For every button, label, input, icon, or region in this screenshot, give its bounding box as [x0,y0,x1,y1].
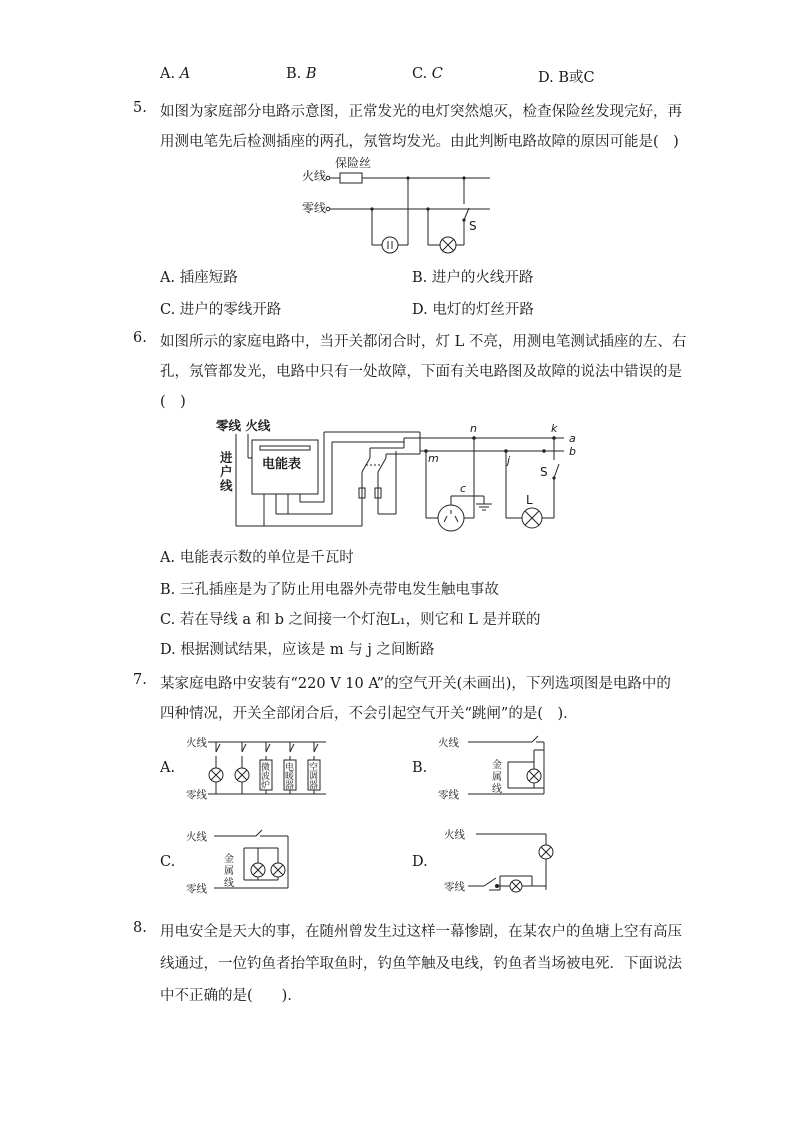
q5-option-d: D. 电灯的灯丝开路 [412,302,534,318]
svg-text:火线: 火线 [186,831,207,843]
svg-text:火线: 火线 [438,737,459,749]
svg-text:线: 线 [224,878,234,889]
q5-option-a: A. 插座短路 [160,270,238,286]
q5-number: 5. [133,100,147,116]
q6-neutral-fire-label: 零线 火线 [216,418,271,433]
q5-fuse-label: 保险丝 [335,156,372,170]
svg-text:线: 线 [220,478,233,493]
q7-figure-d [440,822,552,896]
q7-figure-c [186,824,298,898]
q5-circuit-diagram [296,156,496,260]
q6-option-b: B. 三孔插座是为了防止用电器外壳带电发生触电事故 [160,582,499,598]
svg-text:火线: 火线 [444,829,465,841]
q5-stem-line1: 如图为家庭部分电路示意图，正常发光的电灯突然熄灭，检查保险丝发现完好，再 [160,104,682,120]
q6-stem-line3: ( ) [160,394,186,410]
svg-text:器: 器 [309,781,319,791]
q6-three-pin-socket [438,505,464,531]
svg-text:属: 属 [224,866,234,877]
svg-text:火线: 火线 [186,737,207,749]
q4-option-c: C. C [412,66,443,82]
q6-point-c: c [460,482,467,495]
q5-option-c: C. 进户的零线开路 [160,302,282,318]
q7-label-b: B. [412,760,428,776]
svg-text:炉: 炉 [261,781,271,791]
q6-circuit-diagram [214,418,594,543]
q6-lamp-label: L [526,493,533,507]
svg-text:零线: 零线 [444,881,465,893]
q7-stem-line2: 四种情况，开关全部闭合后，不会引起空气开关“跳闸”的是( )． [160,706,578,722]
svg-text:器: 器 [285,781,295,791]
svg-text:空: 空 [309,763,319,773]
svg-text:电: 电 [285,763,295,773]
svg-text:暖: 暖 [285,772,295,782]
svg-text:调: 调 [309,772,319,782]
q7-figure-a [186,732,336,802]
q7-number: 7. [133,672,147,688]
q5-neutral-label: 零线 [302,201,327,215]
q6-option-c: C. 若在导线 a 和 b 之间接一个灯泡L₁，则它和 L 是并联的 [160,612,541,628]
q5-option-b: B. 进户的火线开路 [412,270,534,286]
q5-fuse [340,173,362,183]
q4-option-a: A. A [160,66,191,82]
q8-stem-line2: 线通过，一位钓鱼者抬竿取鱼时，钓鱼竿触及电线，钓鱼者当场被电死．下面说法 [160,956,682,972]
svg-text:微: 微 [261,763,271,773]
q6-point-j: j [507,454,511,467]
q6-stem-line2: 孔，氖管都发光，电路中只有一处故障，下面有关电路图及故障的说法中错误的是 [160,364,682,380]
svg-text:金: 金 [224,854,234,865]
q6-wire-a: a [569,432,576,445]
q8-number: 8. [133,920,147,936]
q8-stem-line3: 中不正确的是( )． [160,988,302,1004]
q5-socket [382,237,398,253]
q5-stem-line2: 用测电笔先后检测插座的两孔，氖管均发光。由此判断电路故障的原因可能是( ) [160,134,679,150]
q8-stem-line1: 用电安全是天大的事，在随州曾发生过这样一幕惨剧，在某农户的鱼塘上空有高压 [160,924,682,940]
q7-label-c: C. [160,854,176,870]
q7-label-d: D. [412,854,428,870]
svg-text:金: 金 [492,760,502,771]
svg-text:波: 波 [261,772,271,782]
svg-text:线: 线 [492,784,502,795]
svg-text:属: 属 [492,772,502,783]
q6-point-m: m [428,452,439,465]
svg-text:户: 户 [220,464,233,479]
svg-text:零线: 零线 [186,883,207,895]
q7-figure-b [438,732,550,802]
q6-stem-line1: 如图所示的家庭电路中，当开关都闭合时，灯 L 不亮，用测电笔测试插座的左、右 [160,334,687,350]
q7-stem-line1: 某家庭电路中安装有“220 V 10 A”的空气开关(未画出)，下列选项图是电路中的 [160,676,671,692]
q6-point-k: k [551,422,558,435]
q6-wire-b: b [569,445,576,458]
q7-label-a: A. [160,760,176,776]
q6-option-a: A. 电能表示数的单位是千瓦时 [160,550,354,566]
q6-switch-label: S [540,465,548,479]
q5-switch-label: S [469,219,477,233]
svg-text:零线: 零线 [438,789,459,801]
q6-switch [554,464,559,478]
svg-text:零线: 零线 [186,789,207,801]
svg-text:进: 进 [220,450,233,465]
q6-number: 6. [133,330,147,346]
q6-meter-label: 电能表 [262,457,302,472]
q6-point-n: n [470,422,477,435]
q4-option-b: B. B [286,66,317,82]
q5-fire-label: 火线 [302,169,327,183]
q4-option-d: D. B或C [538,70,595,86]
q6-option-d: D. 根据测试结果，应该是 m 与 j 之间断路 [160,642,435,658]
